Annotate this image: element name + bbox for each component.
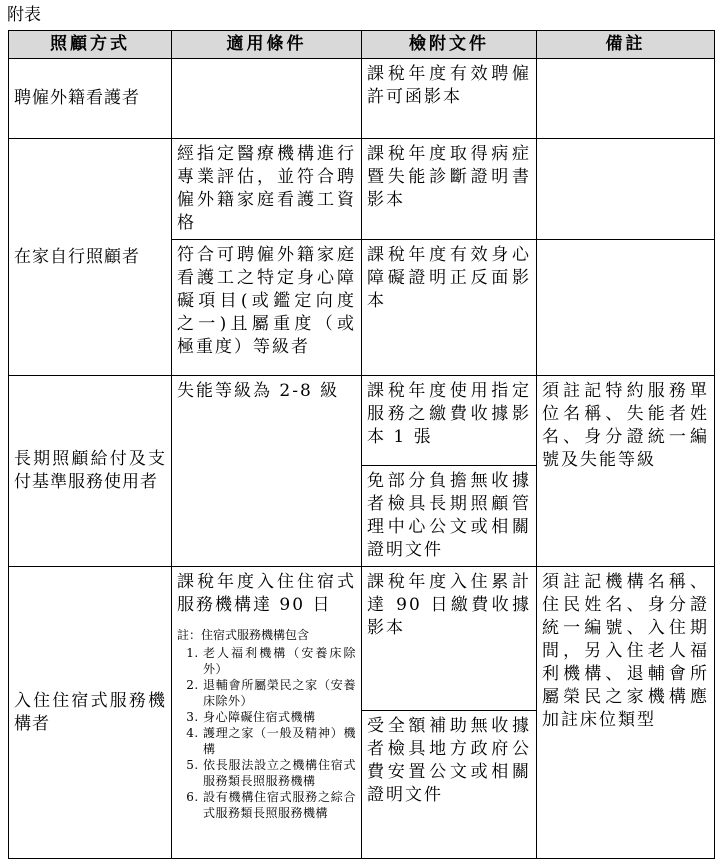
remark-cell: 須註記特約服務單位名稱、失能者姓名、身分證統一編號及失能等級 — [537, 376, 715, 567]
list-item: 2. 退輔會所屬榮民之家（安養床除外） — [203, 677, 356, 709]
list-item: 4. 護理之家（一般及精神）機構 — [203, 725, 356, 757]
remark-cell — [537, 59, 715, 139]
list-item: 5. 依長服法設立之機構住宿式服務類長照服務機構 — [203, 757, 356, 789]
document-cell: 受全額補助無收據者檢具地方政府公費安置公文或相關證明文件 — [362, 711, 537, 859]
condition-cell — [172, 567, 362, 859]
header-care-method: 照顧方式 — [9, 31, 172, 59]
remark-cell: 須註記機構名稱、住民姓名、身分證統一編號、入住期間，另入住老人福利機構、退輔會所屬榮民之家機構應加註床位類型 — [537, 567, 715, 859]
notes-title: 註：住宿式服務機構包含 — [177, 628, 310, 642]
document-cell: 免部分負擔無收據者檢具長期照顧管理中心公文或相關證明文件 — [362, 466, 537, 567]
care-method-cell: 入住住宿式服務機構者 — [9, 567, 172, 859]
condition-cell: 經指定醫療機構進行專業評估，並符合聘僱外籍家庭看護工資格 — [172, 139, 362, 240]
page-caption: 附表 — [7, 5, 41, 25]
facility-notes-list — [177, 645, 356, 821]
deduction-table — [8, 30, 715, 859]
document-cell: 課稅年度有效身心障礙證明正反面影本 — [362, 240, 537, 376]
list-item: 6. 設有機構住宿式服務之綜合式服務類長照服務機構 — [203, 789, 356, 821]
condition-cell — [172, 59, 362, 139]
header-remarks: 備註 — [537, 31, 715, 59]
condition-cell: 失能等級為 2-8 級 — [172, 376, 362, 567]
remark-cell — [537, 139, 715, 240]
table-row — [9, 59, 715, 139]
table-row — [9, 567, 715, 711]
table-row — [9, 139, 715, 240]
table-header-row — [9, 31, 715, 59]
document-cell: 課稅年度使用指定服務之繳費收據影本 1 張 — [362, 376, 537, 466]
condition-text: 課稅年度入住住宿式服務機構達 90 日 — [177, 572, 356, 615]
document-cell: 課稅年度入住累計達 90 日繳費收據影本 — [362, 567, 537, 711]
list-item: 3. 身心障礙住宿式機構 — [203, 709, 356, 725]
care-method-cell: 聘僱外籍看護者 — [9, 59, 172, 139]
remark-cell — [537, 240, 715, 376]
table-row — [9, 376, 715, 466]
condition-cell: 符合可聘僱外籍家庭看護工之特定身心障礙項目(或鑑定向度之一)且屬重度（或極重度）等級者 — [172, 240, 362, 376]
care-method-cell: 長期照顧給付及支付基準服務使用者 — [9, 376, 172, 567]
care-method-cell: 在家自行照顧者 — [9, 139, 172, 376]
list-item: 1. 老人福利機構（安養床除外） — [203, 645, 356, 677]
header-attached-documents: 檢附文件 — [362, 31, 537, 59]
document-cell: 課稅年度有效聘僱許可函影本 — [362, 59, 537, 139]
header-applicable-condition: 適用條件 — [172, 31, 362, 59]
document-cell: 課稅年度取得病症暨失能診斷證明書影本 — [362, 139, 537, 240]
